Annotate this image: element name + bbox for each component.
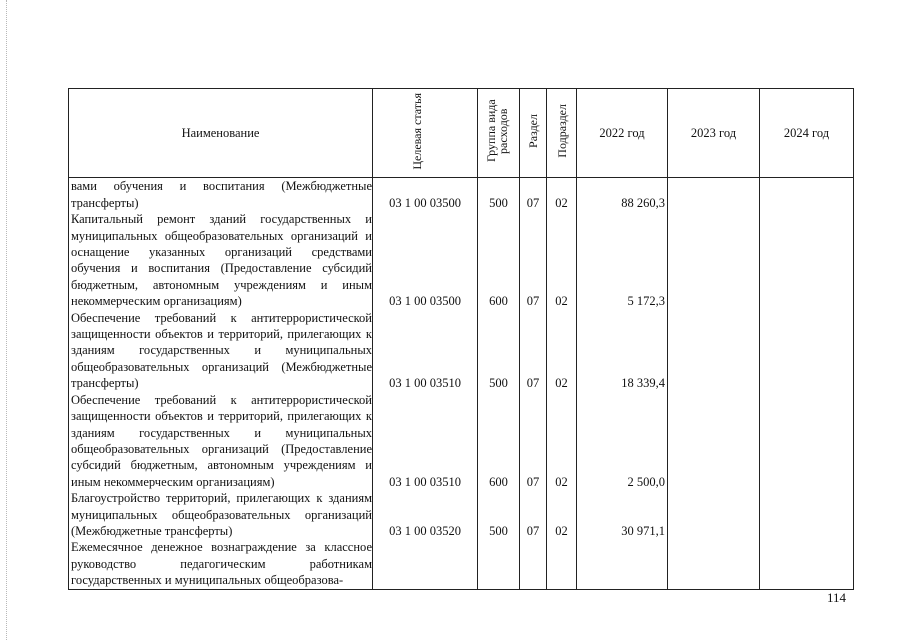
table-row — [69, 392, 854, 490]
scan-edge-mark — [6, 0, 7, 640]
row-target-article: 03 1 00 03500 — [373, 178, 478, 211]
row-expense-group: 500 — [478, 490, 520, 539]
row-description-text: вами обучения и воспитания (Межбюджетные трансферты) — [71, 179, 372, 210]
row-subsection — [547, 539, 577, 589]
row-expense-group: 600 — [478, 211, 520, 309]
table-row — [69, 178, 854, 211]
row-subsection: 02 — [547, 392, 577, 490]
row-section: 07 — [520, 490, 547, 539]
header-section-label: Раздел — [526, 114, 540, 148]
budget-table — [68, 88, 854, 590]
row-subsection: 02 — [547, 178, 577, 211]
row-amount-2024 — [760, 178, 854, 211]
row-amount-2022: 88 260,3 — [577, 178, 668, 211]
row-description — [69, 178, 373, 211]
row-expense-group: 600 — [478, 392, 520, 490]
row-amount-2022: 18 339,4 — [577, 310, 668, 392]
table-row — [69, 211, 854, 309]
row-target-article: 03 1 00 03520 — [373, 490, 478, 539]
header-expense-group-label: Группа вида расходов — [483, 99, 510, 163]
row-expense-group — [478, 539, 520, 589]
row-description-text: Обеспечение требований к антитеррористической защищенности объектов и территорий, прилегающих к зданиям государственных и муниципальных общеобразовательных организаций (Предоставление субсидий бюджетным, автономным учреждениям и иным некоммерческим организациям) — [71, 392, 372, 489]
row-amount-2023 — [668, 310, 760, 392]
header-expense-group — [478, 89, 520, 178]
table-row — [69, 539, 854, 589]
row-target-article: 03 1 00 03510 — [373, 310, 478, 392]
row-section — [520, 539, 547, 589]
row-description — [69, 392, 373, 490]
header-year-2023: 2023 год — [668, 89, 760, 178]
header-target-article — [373, 89, 478, 178]
row-subsection: 02 — [547, 211, 577, 309]
header-subsection-label: Подраздел — [554, 104, 569, 158]
row-amount-2024 — [760, 211, 854, 309]
row-amount-2023 — [668, 178, 760, 211]
header-name: Наименование — [69, 89, 373, 178]
row-section: 07 — [520, 178, 547, 211]
row-subsection: 02 — [547, 310, 577, 392]
row-description-text: Благоустройство территорий, прилегающих к зданиям муниципальных общеобразовательных организаций (Межбюджетные трансферты) — [71, 491, 372, 538]
row-description — [69, 539, 373, 589]
row-amount-2022: 5 172,3 — [577, 211, 668, 309]
row-expense-group: 500 — [478, 178, 520, 211]
row-amount-2024 — [760, 539, 854, 589]
row-description-text: Обеспечение требований к антитеррористической защищенности объектов и территорий, прилегающих к зданиям государственных и муниципальных общеобразовательных организаций (Межбюджетные трансферты) — [71, 310, 372, 391]
row-amount-2024 — [760, 310, 854, 392]
row-description — [69, 490, 373, 539]
row-amount-2022 — [577, 539, 668, 589]
row-target-article — [373, 539, 478, 589]
row-section: 07 — [520, 211, 547, 309]
header-section — [520, 89, 547, 178]
row-description — [69, 211, 373, 309]
header-target-article-label: Целевая статья — [410, 92, 424, 170]
row-amount-2023 — [668, 490, 760, 539]
row-description — [69, 310, 373, 392]
row-amount-2023 — [668, 211, 760, 309]
header-year-2024: 2024 год — [760, 89, 854, 178]
row-amount-2023 — [668, 392, 760, 490]
table-header-row — [69, 89, 854, 178]
row-target-article: 03 1 00 03500 — [373, 211, 478, 309]
row-expense-group: 500 — [478, 310, 520, 392]
header-subsection — [547, 89, 577, 178]
row-amount-2022: 30 971,1 — [577, 490, 668, 539]
row-amount-2024 — [760, 490, 854, 539]
page-number: 114 — [827, 590, 847, 605]
header-year-2022: 2022 год — [577, 89, 668, 178]
row-amount-2024 — [760, 392, 854, 490]
row-subsection: 02 — [547, 490, 577, 539]
row-section: 07 — [520, 392, 547, 490]
row-description-text: Капитальный ремонт зданий государственных и муниципальных общеобразовательных организаций и оснащение указанных организаций средствами обучения и воспитания (Предоставление субсидий бюджетным, автономным учреждениям и иным некоммерческим организациям) — [71, 212, 372, 309]
row-target-article: 03 1 00 03510 — [373, 392, 478, 490]
row-description-text: Ежемесячное денежное вознаграждение за классное руководство педагогическим работникам государственных и муниципальных общеобразова- — [71, 540, 372, 588]
row-amount-2023 — [668, 539, 760, 589]
table-row — [69, 310, 854, 392]
row-amount-2022: 2 500,0 — [577, 392, 668, 490]
row-section: 07 — [520, 310, 547, 392]
table-row — [69, 490, 854, 539]
